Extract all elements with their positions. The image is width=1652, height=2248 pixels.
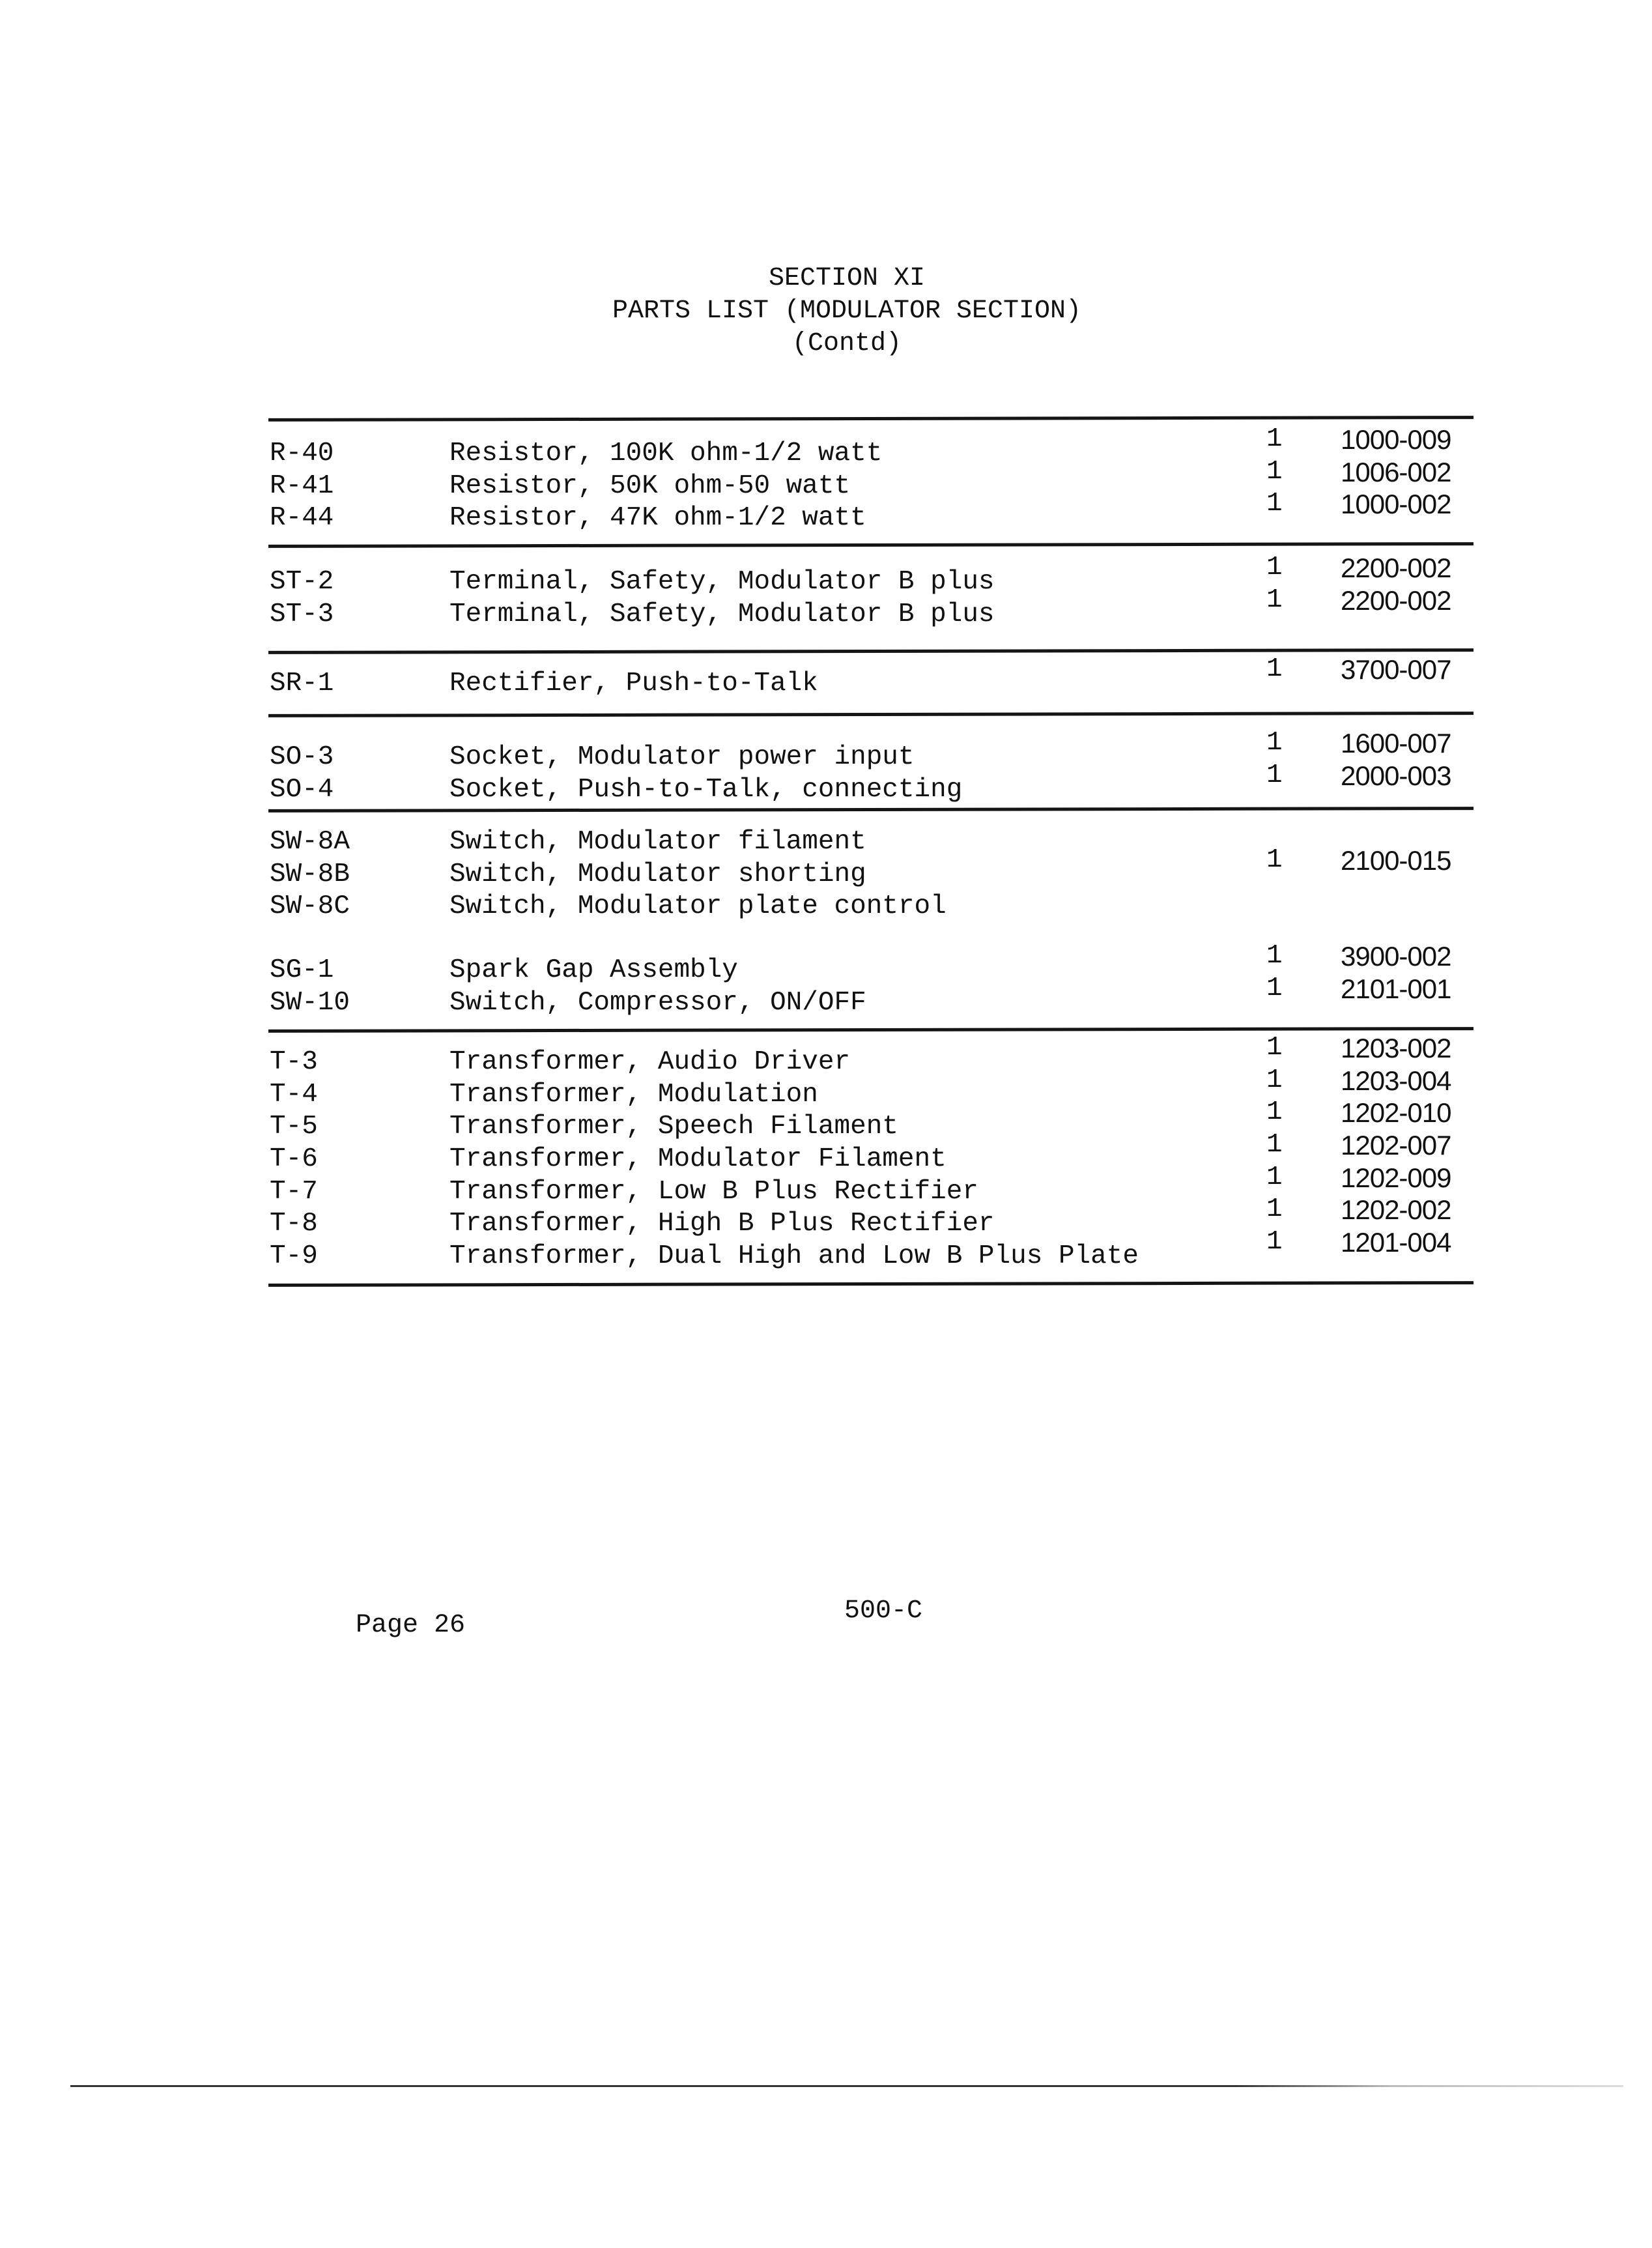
table-cell-description: Transformer, High B Plus Rectifier	[449, 1209, 995, 1239]
table-cell-ref: SW-8A	[270, 827, 350, 857]
table-cell-qty: 1	[1266, 1065, 1283, 1095]
table-cell-qty: 1	[1266, 1162, 1283, 1192]
table-cell-qty: 1	[1266, 728, 1283, 758]
table-cell-description: Switch, Compressor, ON/OFF	[449, 988, 866, 1018]
table-cell-ref: SR-1	[270, 669, 334, 699]
table-cell-qty: 1	[1266, 424, 1283, 454]
table-divider	[268, 712, 1474, 717]
table-cell-part: 1203-002	[1341, 1033, 1451, 1063]
model-number: 500-C	[844, 1596, 923, 1626]
table-cell-description: Transformer, Low B Plus Rectifier	[449, 1177, 978, 1207]
table-cell-qty: 1	[1266, 1130, 1283, 1160]
table-cell-description: Transformer, Dual High and Low B Plus Plate	[449, 1241, 1139, 1271]
page-title: PARTS LIST (MODULATOR SECTION)	[612, 296, 1082, 326]
table-cell-part: 2200-002	[1341, 585, 1451, 616]
table-cell-description: Rectifier, Push-to-Talk	[449, 669, 818, 699]
section-heading: SECTION XI	[768, 264, 926, 293]
table-divider	[268, 807, 1474, 813]
table-cell-description: Switch, Modulator plate control	[449, 891, 947, 921]
table-cell-qty: 1	[1266, 654, 1283, 684]
table-cell-qty: 1	[1266, 760, 1283, 790]
table-cell-description: Switch, Modulator filament	[449, 827, 866, 857]
table-cell-description: Transformer, Audio Driver	[449, 1047, 851, 1077]
table-cell-part: 1000-002	[1341, 489, 1451, 519]
table-cell-ref: SW-8C	[270, 891, 350, 921]
table-cell-qty: 1	[1266, 845, 1283, 875]
table-cell-part: 1203-004	[1341, 1065, 1451, 1096]
page-bottom-rule	[70, 2085, 1623, 2087]
table-cell-description: Spark Gap Assembly	[449, 955, 738, 985]
table-cell-part: 1600-007	[1341, 728, 1451, 758]
table-divider	[268, 648, 1474, 654]
table-cell-description: Socket, Modulator power input	[449, 742, 915, 772]
page-number: Page 26	[356, 1611, 466, 1640]
table-cell-qty: 1	[1266, 1227, 1283, 1257]
table-cell-description: Resistor, 100K ohm-1/2 watt	[449, 439, 883, 468]
table-cell-description: Transformer, Speech Filament	[449, 1112, 898, 1142]
table-cell-ref: SO-3	[270, 742, 334, 772]
table-cell-qty: 1	[1266, 489, 1283, 519]
table-divider	[268, 1027, 1474, 1033]
page-subtitle: (Contd)	[791, 329, 902, 358]
table-cell-ref: T-7	[270, 1177, 318, 1207]
table-cell-ref: SG-1	[270, 955, 334, 985]
table-cell-ref: T-3	[270, 1047, 318, 1077]
table-cell-part: 3900-002	[1341, 941, 1451, 972]
table-cell-ref: ST-2	[270, 567, 334, 597]
table-cell-qty: 1	[1266, 1194, 1283, 1224]
table-cell-part: 1201-004	[1341, 1227, 1451, 1258]
table-cell-ref: T-8	[270, 1209, 318, 1239]
table-cell-description: Resistor, 50K ohm-50 watt	[449, 471, 851, 501]
table-cell-ref: R-44	[270, 503, 334, 533]
table-cell-part: 2101-001	[1341, 973, 1451, 1004]
table-cell-description: Resistor, 47K ohm-1/2 watt	[449, 503, 866, 533]
table-cell-qty: 1	[1266, 1097, 1283, 1127]
table-divider	[268, 542, 1474, 548]
table-cell-part: 3700-007	[1341, 654, 1451, 685]
table-cell-qty: 1	[1266, 973, 1283, 1003]
table-cell-ref: SO-4	[270, 775, 334, 805]
table-cell-part: 1202-010	[1341, 1097, 1451, 1128]
table-cell-part: 1000-009	[1341, 424, 1451, 455]
table-cell-description: Terminal, Safety, Modulator B plus	[449, 599, 995, 629]
table-cell-description: Socket, Push-to-Talk, connecting	[449, 775, 963, 805]
table-cell-ref: R-40	[270, 439, 334, 468]
table-cell-part: 2000-003	[1341, 760, 1451, 791]
table-cell-ref: T-6	[270, 1144, 318, 1174]
table-cell-ref: T-4	[270, 1080, 318, 1110]
table-cell-part: 2200-002	[1341, 553, 1451, 583]
table-divider	[268, 416, 1474, 422]
table-cell-description: Terminal, Safety, Modulator B plus	[449, 567, 995, 597]
table-cell-part: 1006-002	[1341, 457, 1451, 487]
table-cell-ref: T-9	[270, 1241, 318, 1271]
table-cell-ref: ST-3	[270, 599, 334, 629]
table-cell-qty: 1	[1266, 553, 1283, 583]
table-cell-description: Transformer, Modulation	[449, 1080, 818, 1110]
table-cell-ref: SW-8B	[270, 859, 350, 889]
table-cell-ref: R-41	[270, 471, 334, 501]
table-cell-ref: T-5	[270, 1112, 318, 1142]
table-cell-description: Switch, Modulator shorting	[449, 859, 866, 889]
table-cell-ref: SW-10	[270, 988, 350, 1018]
table-cell-part: 1202-009	[1341, 1162, 1451, 1193]
table-cell-qty: 1	[1266, 585, 1283, 615]
table-cell-description: Transformer, Modulator Filament	[449, 1144, 947, 1174]
table-cell-qty: 1	[1266, 941, 1283, 971]
table-cell-part: 1202-007	[1341, 1130, 1451, 1160]
table-cell-part: 1202-002	[1341, 1194, 1451, 1225]
table-cell-qty: 1	[1266, 1033, 1283, 1063]
table-divider	[268, 1281, 1474, 1287]
table-cell-qty: 1	[1266, 457, 1283, 487]
table-cell-part: 2100-015	[1341, 845, 1451, 876]
